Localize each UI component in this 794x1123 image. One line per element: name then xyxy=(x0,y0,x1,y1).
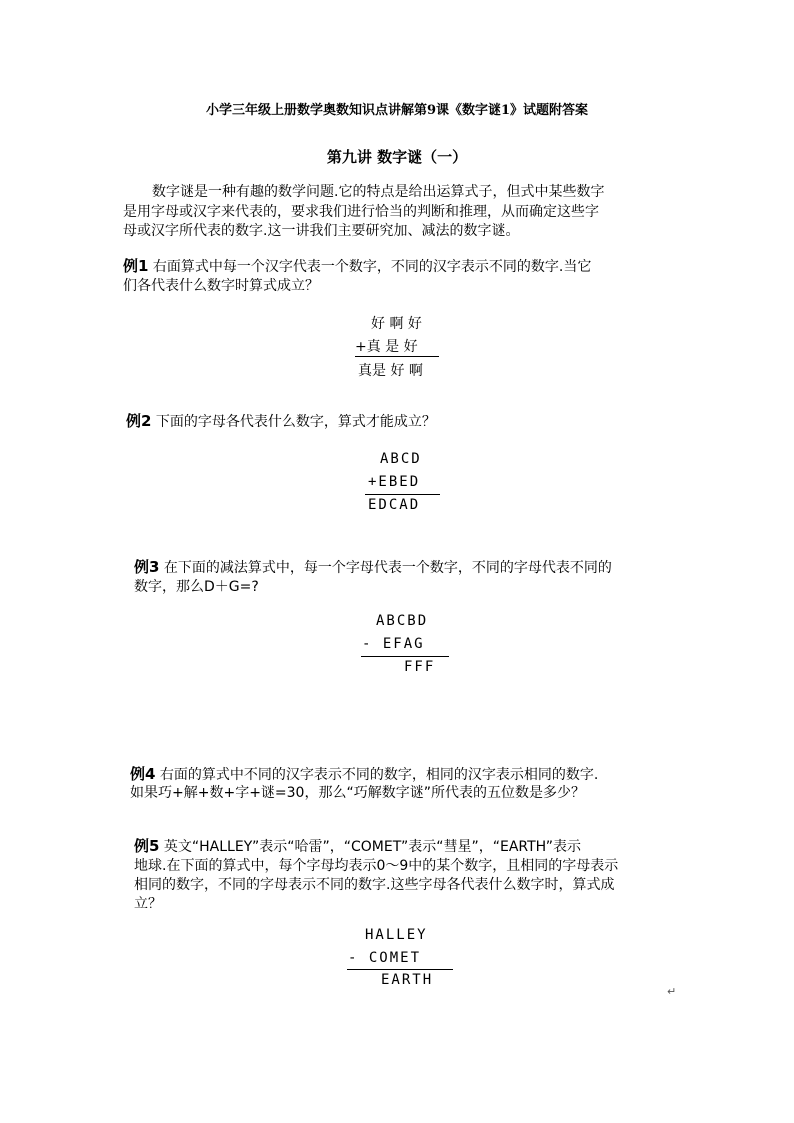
example-2-row-3: EDCAD xyxy=(368,497,421,513)
example-2-sum-line xyxy=(365,494,440,495)
example-3-text-1 xyxy=(134,557,612,578)
example-5-difference-line xyxy=(347,969,453,970)
example-2-row-2: +EBED xyxy=(368,474,421,490)
example-1-row-2: +真 是 好 xyxy=(355,339,418,355)
example-4-text-1 xyxy=(130,764,598,785)
example-2-label: 例2 xyxy=(126,412,152,430)
example-1-sum-line xyxy=(355,356,439,357)
example-5-row-2: - COMET xyxy=(348,950,422,966)
example-1-question: 右面算式中每一个汉字代表一个数字，不同的汉字表示不同的数字.当它 xyxy=(148,259,592,275)
example-5-row-3: EARTH xyxy=(381,972,434,988)
example-5-text-1 xyxy=(134,836,581,857)
example-1-row-1: 好 啊 好 xyxy=(371,316,422,332)
example-1-label: 例1 xyxy=(123,257,149,275)
example-4-question: 右面的算式中不同的汉字表示不同的数字，相同的汉字表示相同的数字. xyxy=(155,767,599,783)
example-3-row-1: ABCBD xyxy=(376,613,429,629)
example-3-difference-line xyxy=(361,656,449,657)
paragraph-mark: ↵ xyxy=(667,985,677,998)
example-3-text-2: 数字，那么D＋G=? xyxy=(134,579,259,595)
example-2-row-1: ABCD xyxy=(380,451,422,467)
example-1-text-2: 们各代表什么数字时算式成立？ xyxy=(123,278,319,294)
example-2-text xyxy=(126,411,436,432)
example-2-question: 下面的字母各代表什么数字，算式才能成立？ xyxy=(151,414,436,430)
intro-line-1: 数字谜是一种有趣的数学问题.它的特点是给出运算式子，但式中某些数字 xyxy=(152,184,605,200)
example-3-row-2: - EFAG xyxy=(362,636,425,652)
example-1-text-1 xyxy=(123,256,591,277)
example-5-label: 例5 xyxy=(134,837,160,855)
example-5-row-1: HALLEY xyxy=(365,927,428,943)
intro-line-3: 母或汉字所代表的数字.这一讲我们主要研究加、减法的数字谜。 xyxy=(123,223,520,239)
example-5-question: 英文“HALLEY”表示“哈雷”，“COMET”表示“彗星”，“EARTH”表示 xyxy=(159,839,582,855)
lesson-title: 第九讲 数字谜（一） xyxy=(326,148,468,166)
example-1-row-3: 真是 好 啊 xyxy=(358,363,423,379)
example-4-text-2: 如果巧+解+数+字+谜=30，那么“巧解数字谜”所代表的五位数是多少？ xyxy=(130,785,585,801)
example-4-label: 例4 xyxy=(130,765,156,783)
example-5-text-4: 立？ xyxy=(134,896,162,912)
example-3-question: 在下面的减法算式中，每一个字母代表一个数字，不同的字母代表不同的 xyxy=(159,560,612,576)
document-title: 小学三年级上册数学奥数知识点讲解第9课《数字谜1》试题附答案 xyxy=(205,103,589,118)
example-5-text-3: 相同的数字，不同的字母表示不同的数字.这些字母各代表什么数字时，算式成 xyxy=(134,877,615,893)
example-5-text-2: 地球.在下面的算式中，每个字母均表示0～9中的某个数字，且相同的字母表示 xyxy=(134,858,619,874)
intro-line-2: 是用字母或汉字来代表的，要求我们进行恰当的判断和推理，从而确定这些字 xyxy=(123,204,599,220)
example-3-label: 例3 xyxy=(134,558,160,576)
example-3-row-3: FFF xyxy=(404,659,436,675)
